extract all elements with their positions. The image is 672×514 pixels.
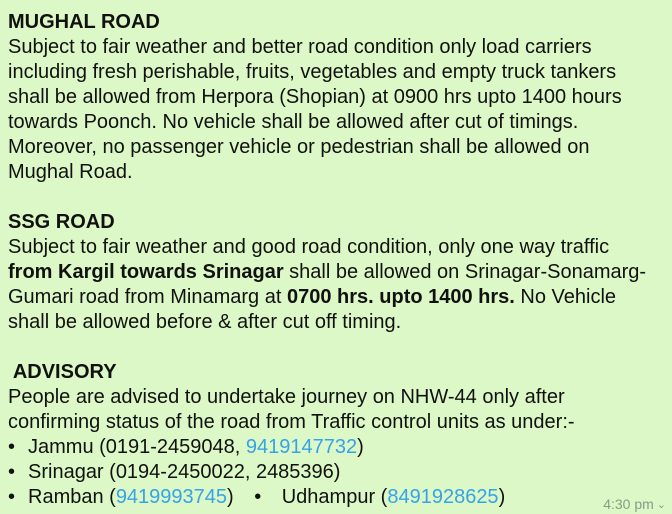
list-item-srinagar (8, 460, 662, 485)
udhampur-phone-link[interactable]: 8491928625 (387, 486, 499, 508)
bullet: • (8, 436, 16, 458)
jammu-text: Jammu (0191-2459048, (28, 436, 246, 458)
udhampur-text: Udhampur ( (281, 486, 388, 508)
advisory-heading: ADVISORY (8, 361, 117, 383)
mughal-line: Mughal Road. (8, 161, 133, 183)
mughal-road-section (8, 10, 662, 185)
ssg-road-heading: SSG ROAD (8, 211, 115, 233)
ramban-close: ) (227, 486, 234, 508)
list-item-ramban-udhampur (8, 485, 662, 510)
bullet: • (8, 461, 16, 483)
ssg-direction: from Kargil towards Srinagar (8, 261, 284, 283)
advisory-line: People are advised to undertake journey on NHW-44 only after (8, 386, 565, 408)
ssg-text: Gumari road from Minamarg at (8, 286, 287, 308)
mughal-line: Moreover, no passenger vehicle or pedestrian shall be allowed on (8, 136, 590, 158)
mughal-road-heading: MUGHAL ROAD (8, 11, 160, 33)
advisory-line: confirming status of the road from Traffic control units as under:- (8, 411, 575, 433)
bullet: • (254, 486, 262, 508)
chevron-down-icon[interactable]: ⌄ (656, 498, 666, 511)
udhampur-close: ) (498, 486, 506, 508)
spacer (8, 185, 662, 210)
mughal-line: towards Poonch. No vehicle shall be allowed after cut of timings. (8, 111, 579, 133)
ssg-road-section (8, 210, 662, 335)
jammu-close: ) (357, 436, 364, 458)
srinagar-text: Srinagar (0194-2450022, 2485396) (28, 461, 341, 483)
ssg-line (8, 285, 662, 310)
spacer (8, 335, 662, 360)
ramban-phone-link[interactable]: 9419993745 (115, 486, 228, 508)
ssg-line (8, 260, 662, 285)
message-meta (603, 496, 666, 512)
advisory-section (8, 360, 662, 510)
ssg-line: Subject to fair weather and good road condition, only one way traffic (8, 236, 610, 258)
ssg-text: shall be allowed on Srinagar-Sonamarg- (283, 261, 647, 283)
mughal-line: including fresh perishable, fruits, vegetables and empty truck tankers (8, 61, 617, 83)
jammu-phone-link[interactable]: 9419147732 (245, 436, 358, 458)
message-time: 4:30 pm (603, 496, 654, 512)
ssg-line: shall be allowed before & after cut off timing. (8, 311, 402, 333)
bullet: • (8, 486, 16, 508)
ssg-timing: 0700 hrs. upto 1400 hrs. (286, 286, 515, 308)
list-item-jammu (8, 435, 662, 460)
mughal-line: Subject to fair weather and better road condition only load carriers (8, 36, 592, 58)
ramban-text: Ramban ( (28, 486, 116, 508)
mughal-line: shall be allowed from Herpora (Shopian) at 0900 hrs upto 1400 hours (8, 86, 622, 108)
ssg-text: No Vehicle (514, 286, 617, 308)
